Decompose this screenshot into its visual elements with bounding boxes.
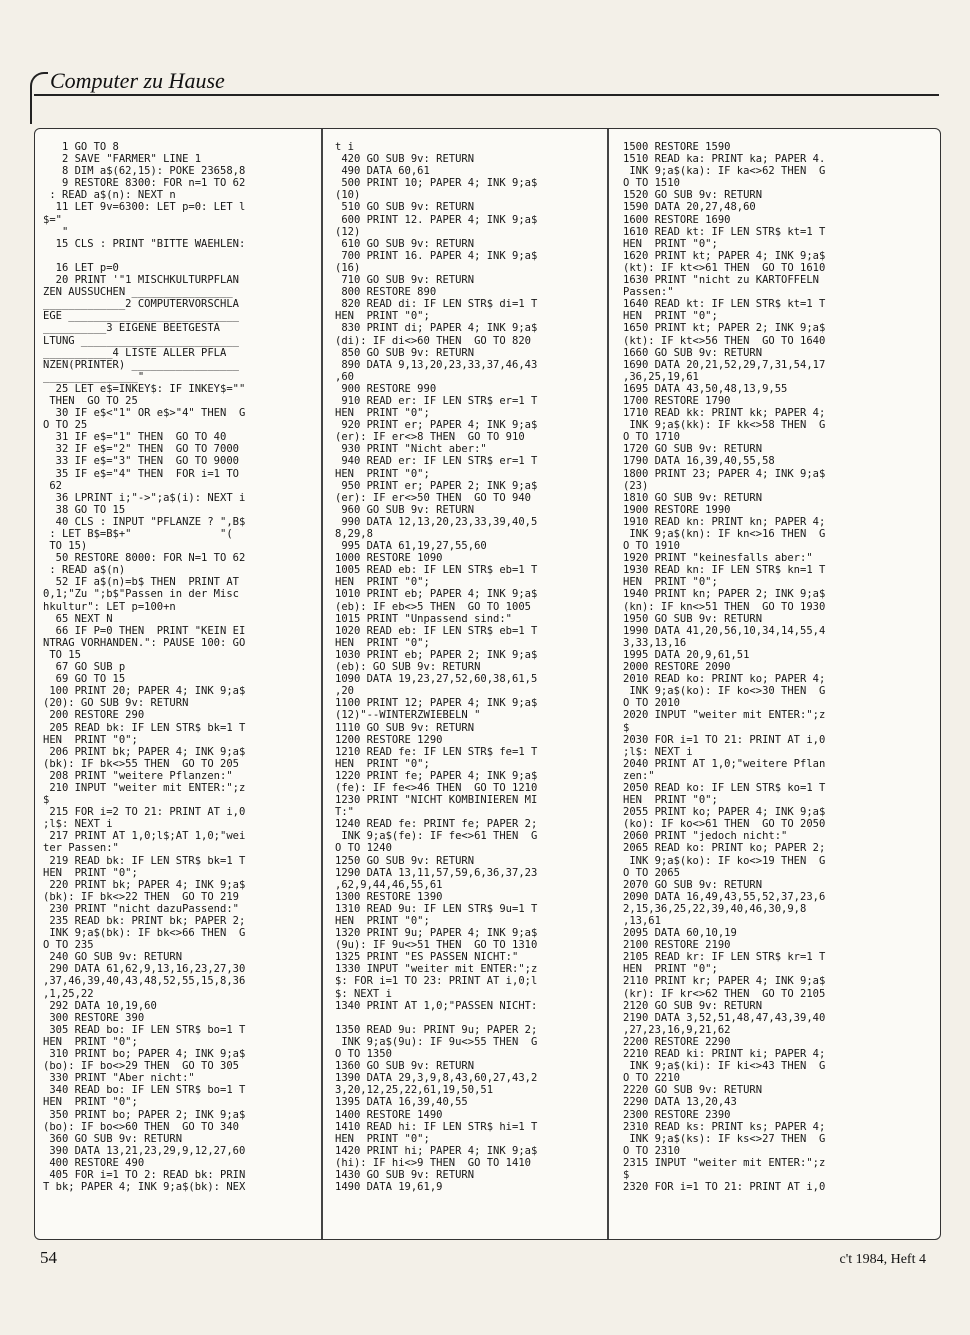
header-ornament [30, 72, 48, 124]
program-listing [34, 128, 941, 1240]
column-divider [607, 129, 609, 1239]
header-rule [34, 94, 939, 96]
listing-column-3 [623, 141, 923, 1229]
section-title: Computer zu Hause [50, 68, 225, 93]
listing-column-2 [335, 141, 613, 1229]
code-block-1: 1 GO TO 8 2 SAVE "FARMER" LINE 1 8 DIM a$(62,15): POKE 23658,8 9 RESTORE 8300: FOR n=1 TO 62 : READ a$(n): NEXT n 11 LET 9v=6300: LET p=0: LET l $=" " 15 CLS : PRINT "BITTE WAEHLEN: 16 LET p=0 20 PRINT '"1 MISCHKULTURPFLAN ZEN AUSSUCHEN ________________ _____________2 COMPUTERVORSCHLA EGE ___________________________ __________3 EIGENE BEETGESTA LTUNG _________________________ ___________4 LISTE ALLER PFLA NZEN(PRINTER) _________________ _______________" 25 LET e$=INKEY$: IF INKEY$="" THEN GO TO 25 30 IF e$<"1" OR e$>"4" THEN G O TO 25 31 IF e$="1" THEN GO TO 40 32 IF e$="2" THEN GO TO 7000 33 IF e$="3" THEN GO TO 9000 35 IF e$="4" THEN FOR i=1 TO 62 36 LPRINT i;"->";a$(i): NEXT i 38 GO TO 15 40 CLS : INPUT "PFLANZE ? ",B$ : LET B$=B$+" "( TO 15) 50 RESTORE 8000: FOR N=1 TO 62 : READ a$(n) 52 IF a$(n)=b$ THEN PRINT AT 0,1;"Zu ";b$"Passen in der Misc hkultur": LET p=100+n 65 NEXT N 66 IF P=0 THEN PRINT "KEIN EI NTRAG VORHANDEN.": PAUSE 100: GO TO 15 67 GO SUB p 69 GO TO 15 100 PRINT 20; PAPER 4; INK 9;a$ (20): GO SUB 9v: RETURN 200 RESTORE 290 205 READ bk: IF LEN STR$ bk=1 T HEN PRINT "0"; 206 PRINT bk; PAPER 4; INK 9;a$ (bk): IF bk<>55 THEN GO TO 205 208 PRINT "weitere Pflanzen:" 210 INPUT "weiter mit ENTER:";z $ 215 FOR i=2 TO 21: PRINT AT i,0 ;l$: NEXT i 217 PRINT AT 1,0;l$;AT 1,0;"wei ter Passen:" 219 READ bk: IF LEN STR$ bk=1 T HEN PRINT "0"; 220 PRINT bk; PAPER 4; INK 9;a$ (bk): IF bk<>22 THEN GO TO 219 230 PRINT "nicht dazuPassend:" 235 READ bk: PRINT bk; PAPER 2; INK 9;a$(bk): IF bk<>66 THEN G O TO 235 240 GO SUB 9v: RETURN 290 DATA 61,62,9,13,16,23,27,30 ,37,46,39,40,43,48,52,55,15,8,36 ,1,25,22 292 DATA 10,19,60 300 RESTORE 390 305 READ bo: IF LEN STR$ bo=1 T HEN PRINT "0"; 310 PRINT bo; PAPER 4; INK 9;a$ (bo): IF bo<>29 THEN GO TO 305 330 PRINT "Aber nicht:" 340 READ bo: IF LEN STR$ bo=1 T HEN PRINT "0"; 350 PRINT bo; PAPER 2; INK 9;a$ (bo): IF bo<>60 THEN GO TO 340 360 GO SUB 9v: RETURN 390 DATA 13,21,23,29,9,12,27,60 400 RESTORE 490 405 FOR i=1 TO 2: READ bk: PRIN T bk; PAPER 4; INK 9;a$(bk): NEX [43, 141, 246, 1194]
code-block-3: 1500 RESTORE 1590 1510 READ ka: PRINT ka; PAPER 4. INK 9;a$(ka): IF ka<>62 THEN G O TO 1510 1520 GO SUB 9v: RETURN 1590 DATA 20,27,48,60 1600 RESTORE 1690 1610 READ kt: IF LEN STR$ kt=1 T HEN PRINT "0"; 1620 PRINT kt; PAPER 4; INK 9;a$ (kt): IF kt<>61 THEN GO TO 1610 1630 PRINT "nicht zu KARTOFFELN Passen:" 1640 READ kt: IF LEN STR$ kt=1 T HEN PRINT "0"; 1650 PRINT kt; PAPER 2; INK 9;a$ (kt): IF kt<>56 THEN GO TO 1640 1660 GO SUB 9v: RETURN 1690 DATA 20,21,52,29,7,31,54,17 ,36,25,19,61 1695 DATA 43,50,48,13,9,55 1700 RESTORE 1790 1710 READ kk: PRINT kk; PAPER 4; INK 9;a$(kk): IF kk<>58 THEN G O TO 1710 1720 GO SUB 9v: RETURN 1790 DATA 16,39,40,55,58 1800 PRINT 23; PAPER 4; INK 9;a$ (23) 1810 GO SUB 9v: RETURN 1900 RESTORE 1990 1910 READ kn: PRINT kn; PAPER 4; INK 9;a$(kn): IF kn<>16 THEN G O TO 1910 1920 PRINT "keinesfalls aber:" 1930 READ kn: IF LEN STR$ kn=1 T HEN PRINT "0"; 1940 PRINT kn; PAPER 2; INK 9;a$ (kn): IF kn<>51 THEN GO TO 1930 1950 GO SUB 9v: RETURN 1990 DATA 41,20,56,10,34,14,55,4 3,33,13,16 1995 DATA 20,9,61,51 2000 RESTORE 2090 2010 READ ko: PRINT ko; PAPER 4; INK 9;a$(ko): IF ko<>30 THEN G O TO 2010 2020 INPUT "weiter mit ENTER:";z $ 2030 FOR i=1 TO 21: PRINT AT i,0 ;l$: NEXT i 2040 PRINT AT 1,0;"weitere Pflan zen:" 2050 READ ko: IF LEN STR$ ko=1 T HEN PRINT "0"; 2055 PRINT ko; PAPER 4; INK 9;a$ (ko): IF ko<>61 THEN GO TO 2050 2060 PRINT "jedoch nicht:" 2065 READ ko: PRINT ko; PAPER 2; INK 9;a$(ko): IF ko<>19 THEN G O TO 2065 2070 GO SUB 9v: RETURN 2090 DATA 16,49,43,55,52,37,23,6 2,15,36,25,22,39,40,46,30,9,8 ,13,61 2095 DATA 60,10,19 2100 RESTORE 2190 2105 READ kr: IF LEN STR$ kr=1 T HEN PRINT "0"; 2110 PRINT kr; PAPER 4; INK 9;a$ (kr): IF kr<>62 THEN GO TO 2105 2120 GO SUB 9v: RETURN 2190 DATA 3,52,51,48,47,43,39,40 ,27,23,16,9,21,62 2200 RESTORE 2290 2210 READ ki: PRINT ki; PAPER 4; INK 9;a$(ki): IF ki<>43 THEN G O TO 2210 2220 GO SUB 9v: RETURN 2290 DATA 13,20,43 2300 RESTORE 2390 2310 READ ks: PRINT ks; PAPER 4; INK 9;a$(ks): IF ks<>27 THEN G O TO 2310 2315 INPUT "weiter mit ENTER:";z $ 2320 FOR i=1 TO 21: PRINT AT i,0 [623, 141, 826, 1194]
listing-column-1 [43, 141, 325, 1229]
page-number: 54 [40, 1248, 57, 1267]
code-block-2: t i 420 GO SUB 9v: RETURN 490 DATA 60,61 500 PRINT 10; PAPER 4; INK 9;a$ (10) 510 GO SUB 9v: RETURN 600 PRINT 12. PAPER 4; INK 9;a$ (12) 610 GO SUB 9v: RETURN 700 PRINT 16. PAPER 4; INK 9;a$ (16) 710 GO SUB 9v: RETURN 800 RESTORE 890 820 READ di: IF LEN STR$ di=1 T HEN PRINT "0"; 830 PRINT di; PAPER 4; INK 9;a$ (di): IF di<>60 THEN GO TO 820 850 GO SUB 9v: RETURN 890 DATA 9,13,20,23,33,37,46,43 ,60 900 RESTORE 990 910 READ er: IF LEN STR$ er=1 T HEN PRINT "0"; 920 PRINT er; PAPER 4; INK 9;a$ (er): IF er<>8 THEN GO TO 910 930 PRINT "Nicht aber:" 940 READ er: IF LEN STR$ er=1 T HEN PRINT "0"; 950 PRINT er; PAPER 2; INK 9;a$ (er): IF er<>50 THEN GO TO 940 960 GO SUB 9v: RETURN 990 DATA 12,13,20,23,33,39,40,5 8,29,8 995 DATA 61,19,27,55,60 1000 RESTORE 1090 1005 READ eb: IF LEN STR$ eb=1 T HEN PRINT "0"; 1010 PRINT eb; PAPER 4; INK 9;a$ (eb): IF eb<>5 THEN GO TO 1005 1015 PRINT "Unpassend sind:" 1020 READ eb: IF LEN STR$ eb=1 T HEN PRINT "0"; 1030 PRINT eb; PAPER 2; INK 9;a$ (eb): GO SUB 9v: RETURN 1090 DATA 19,23,27,52,60,38,61,5 ,20 1100 PRINT 12; PAPER 4; INK 9;a$ (12)"--WINTERZWIEBELN " 1110 GO SUB 9v: RETURN 1200 RESTORE 1290 1210 READ fe: IF LEN STR$ fe=1 T HEN PRINT "0"; 1220 PRINT fe; PAPER 4; INK 9;a$ (fe): IF fe<>46 THEN GO TO 1210 1230 PRINT "NICHT KOMBINIEREN MI T:" 1240 READ fe: PRINT fe; PAPER 2; INK 9;a$(fe): IF fe<>61 THEN G O TO 1240 1250 GO SUB 9v: RETURN 1290 DATA 13,11,57,59,6,36,37,23 ,62,9,44,46,55,61 1300 RESTORE 1390 1310 READ 9u: IF LEN STR$ 9u=1 T HEN PRINT "0"; 1320 PRINT 9u; PAPER 4; INK 9;a$ (9u): IF 9u<>51 THEN GO TO 1310 1325 PRINT "ES PASSEN NICHT:" 1330 INPUT "weiter mit ENTER:";z $: FOR i=1 TO 23: PRINT AT i,0;l $: NEXT i 1340 PRINT AT 1,0;"PASSEN NICHT: 1350 READ 9u: PRINT 9u; PAPER 2; INK 9;a$(9u): IF 9u<>55 THEN G O TO 1350 1360 GO SUB 9v: RETURN 1390 DATA 29,3,9,8,43,60,27,43,2 3,20,12,25,22,61,19,50,51 1395 DATA 16,39,40,55 1400 RESTORE 1490 1410 READ hi: IF LEN STR$ hi=1 T HEN PRINT "0"; 1420 PRINT hi; PAPER 4; INK 9;a$ (hi): IF hi<>9 THEN GO TO 1410 1430 GO SUB 9v: RETURN 1490 DATA 19,61,9 [335, 141, 538, 1194]
issue-reference: c't 1984, Heft 4 [839, 1252, 926, 1267]
column-divider [321, 129, 323, 1239]
